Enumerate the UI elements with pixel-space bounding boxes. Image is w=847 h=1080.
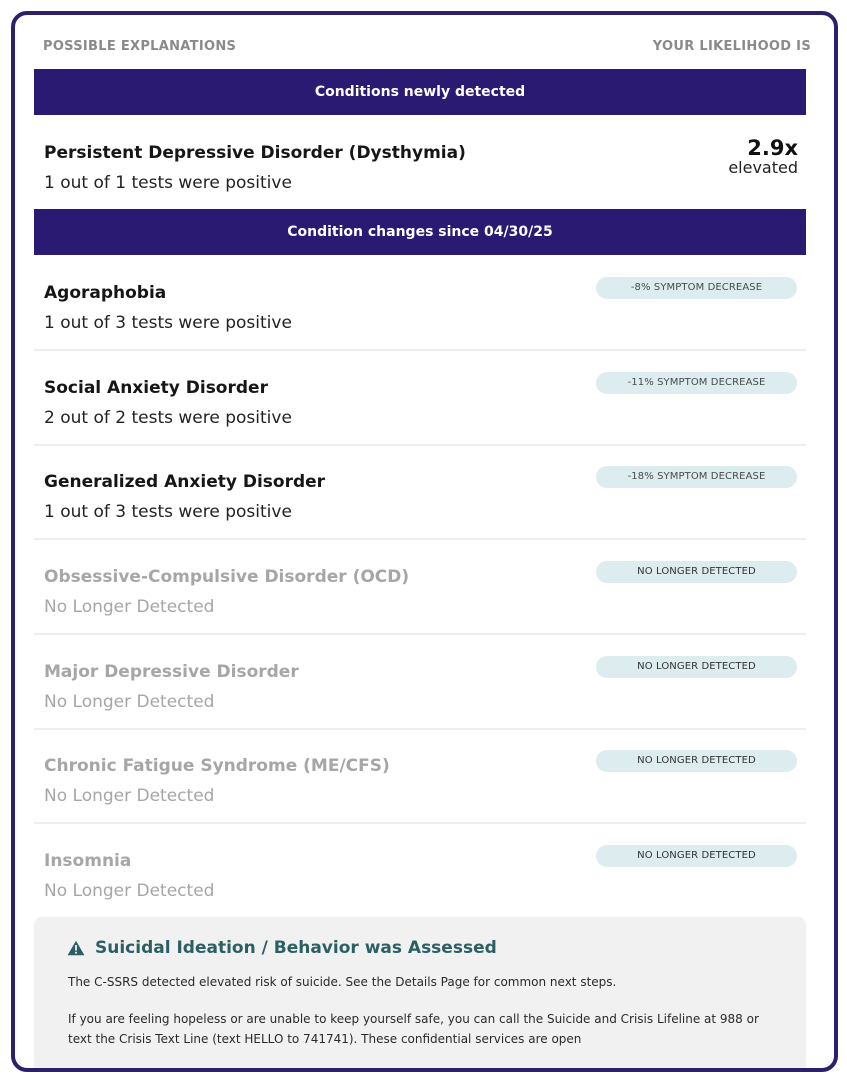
- alert-risk-text: The C-SSRS detected elevated risk of suicide. See the Details Page for common next steps.: [68, 975, 617, 989]
- condition-status: No Longer Detected: [44, 881, 215, 901]
- condition-name: Generalized Anxiety Disorder: [44, 472, 326, 492]
- condition-row-chronic-fatigue[interactable]: [34, 728, 806, 824]
- condition-name: Persistent Depressive Disorder (Dysthymia): [44, 143, 466, 163]
- condition-status: No Longer Detected: [44, 692, 215, 712]
- alert-crisis-text: If you are feeling hopeless or are unable to keep yourself safe, you can call the Suicide and Crisis Lifeline at 988 or text the Crisis Text Line (text HELLO to 741741). These confidential services are open: [68, 1012, 759, 1046]
- condition-name: Insomnia: [44, 851, 132, 871]
- condition-status: No Longer Detected: [44, 597, 215, 617]
- condition-row-agoraphobia[interactable]: [34, 255, 806, 351]
- no-longer-detected-badge: NO LONGER DETECTED: [596, 845, 797, 867]
- symptom-change-badge: -11% SYMPTOM DECREASE: [596, 372, 797, 394]
- condition-name: Chronic Fatigue Syndrome (ME/CFS): [44, 756, 390, 776]
- condition-row-social-anxiety[interactable]: [34, 350, 806, 446]
- no-longer-detected-badge: NO LONGER DETECTED: [596, 750, 797, 772]
- results-card: [11, 11, 838, 1072]
- condition-row-dysthymia[interactable]: [34, 115, 806, 209]
- likelihood-heading: YOUR LIKELIHOOD IS: [652, 39, 811, 54]
- no-longer-detected-badge: NO LONGER DETECTED: [596, 561, 797, 583]
- condition-tests: 1 out of 1 tests were positive: [44, 173, 292, 193]
- likelihood-label: elevated: [728, 158, 798, 177]
- condition-changes-banner: Condition changes since 04/30/25: [34, 209, 806, 255]
- alert-title: [67, 938, 497, 958]
- condition-tests: 2 out of 2 tests were positive: [44, 408, 292, 428]
- condition-status: No Longer Detected: [44, 786, 215, 806]
- symptom-change-badge: -18% SYMPTOM DECREASE: [596, 466, 797, 488]
- possible-explanations-heading: POSSIBLE EXPLANATIONS: [43, 39, 237, 54]
- condition-row-ocd[interactable]: [34, 539, 806, 635]
- alert-title-text: Suicidal Ideation / Behavior was Assessed: [95, 938, 497, 958]
- likelihood: [728, 137, 798, 177]
- suicide-risk-alert: [34, 917, 806, 1072]
- condition-tests: 1 out of 3 tests were positive: [44, 502, 292, 522]
- condition-name: Obsessive-Compulsive Disorder (OCD): [44, 567, 410, 587]
- warning-icon: [67, 940, 85, 956]
- condition-name: Agoraphobia: [44, 283, 167, 303]
- no-longer-detected-badge: NO LONGER DETECTED: [596, 656, 797, 678]
- condition-row-generalized-anxiety[interactable]: [34, 444, 806, 540]
- condition-tests: 1 out of 3 tests were positive: [44, 313, 292, 333]
- condition-name: Major Depressive Disorder: [44, 662, 299, 682]
- new-conditions-banner: Conditions newly detected: [34, 69, 806, 115]
- condition-row-major-depressive[interactable]: [34, 634, 806, 730]
- likelihood-value: 2.9x: [747, 136, 798, 160]
- condition-name: Social Anxiety Disorder: [44, 378, 268, 398]
- condition-row-insomnia[interactable]: [34, 823, 806, 917]
- symptom-change-badge: -8% SYMPTOM DECREASE: [596, 277, 797, 299]
